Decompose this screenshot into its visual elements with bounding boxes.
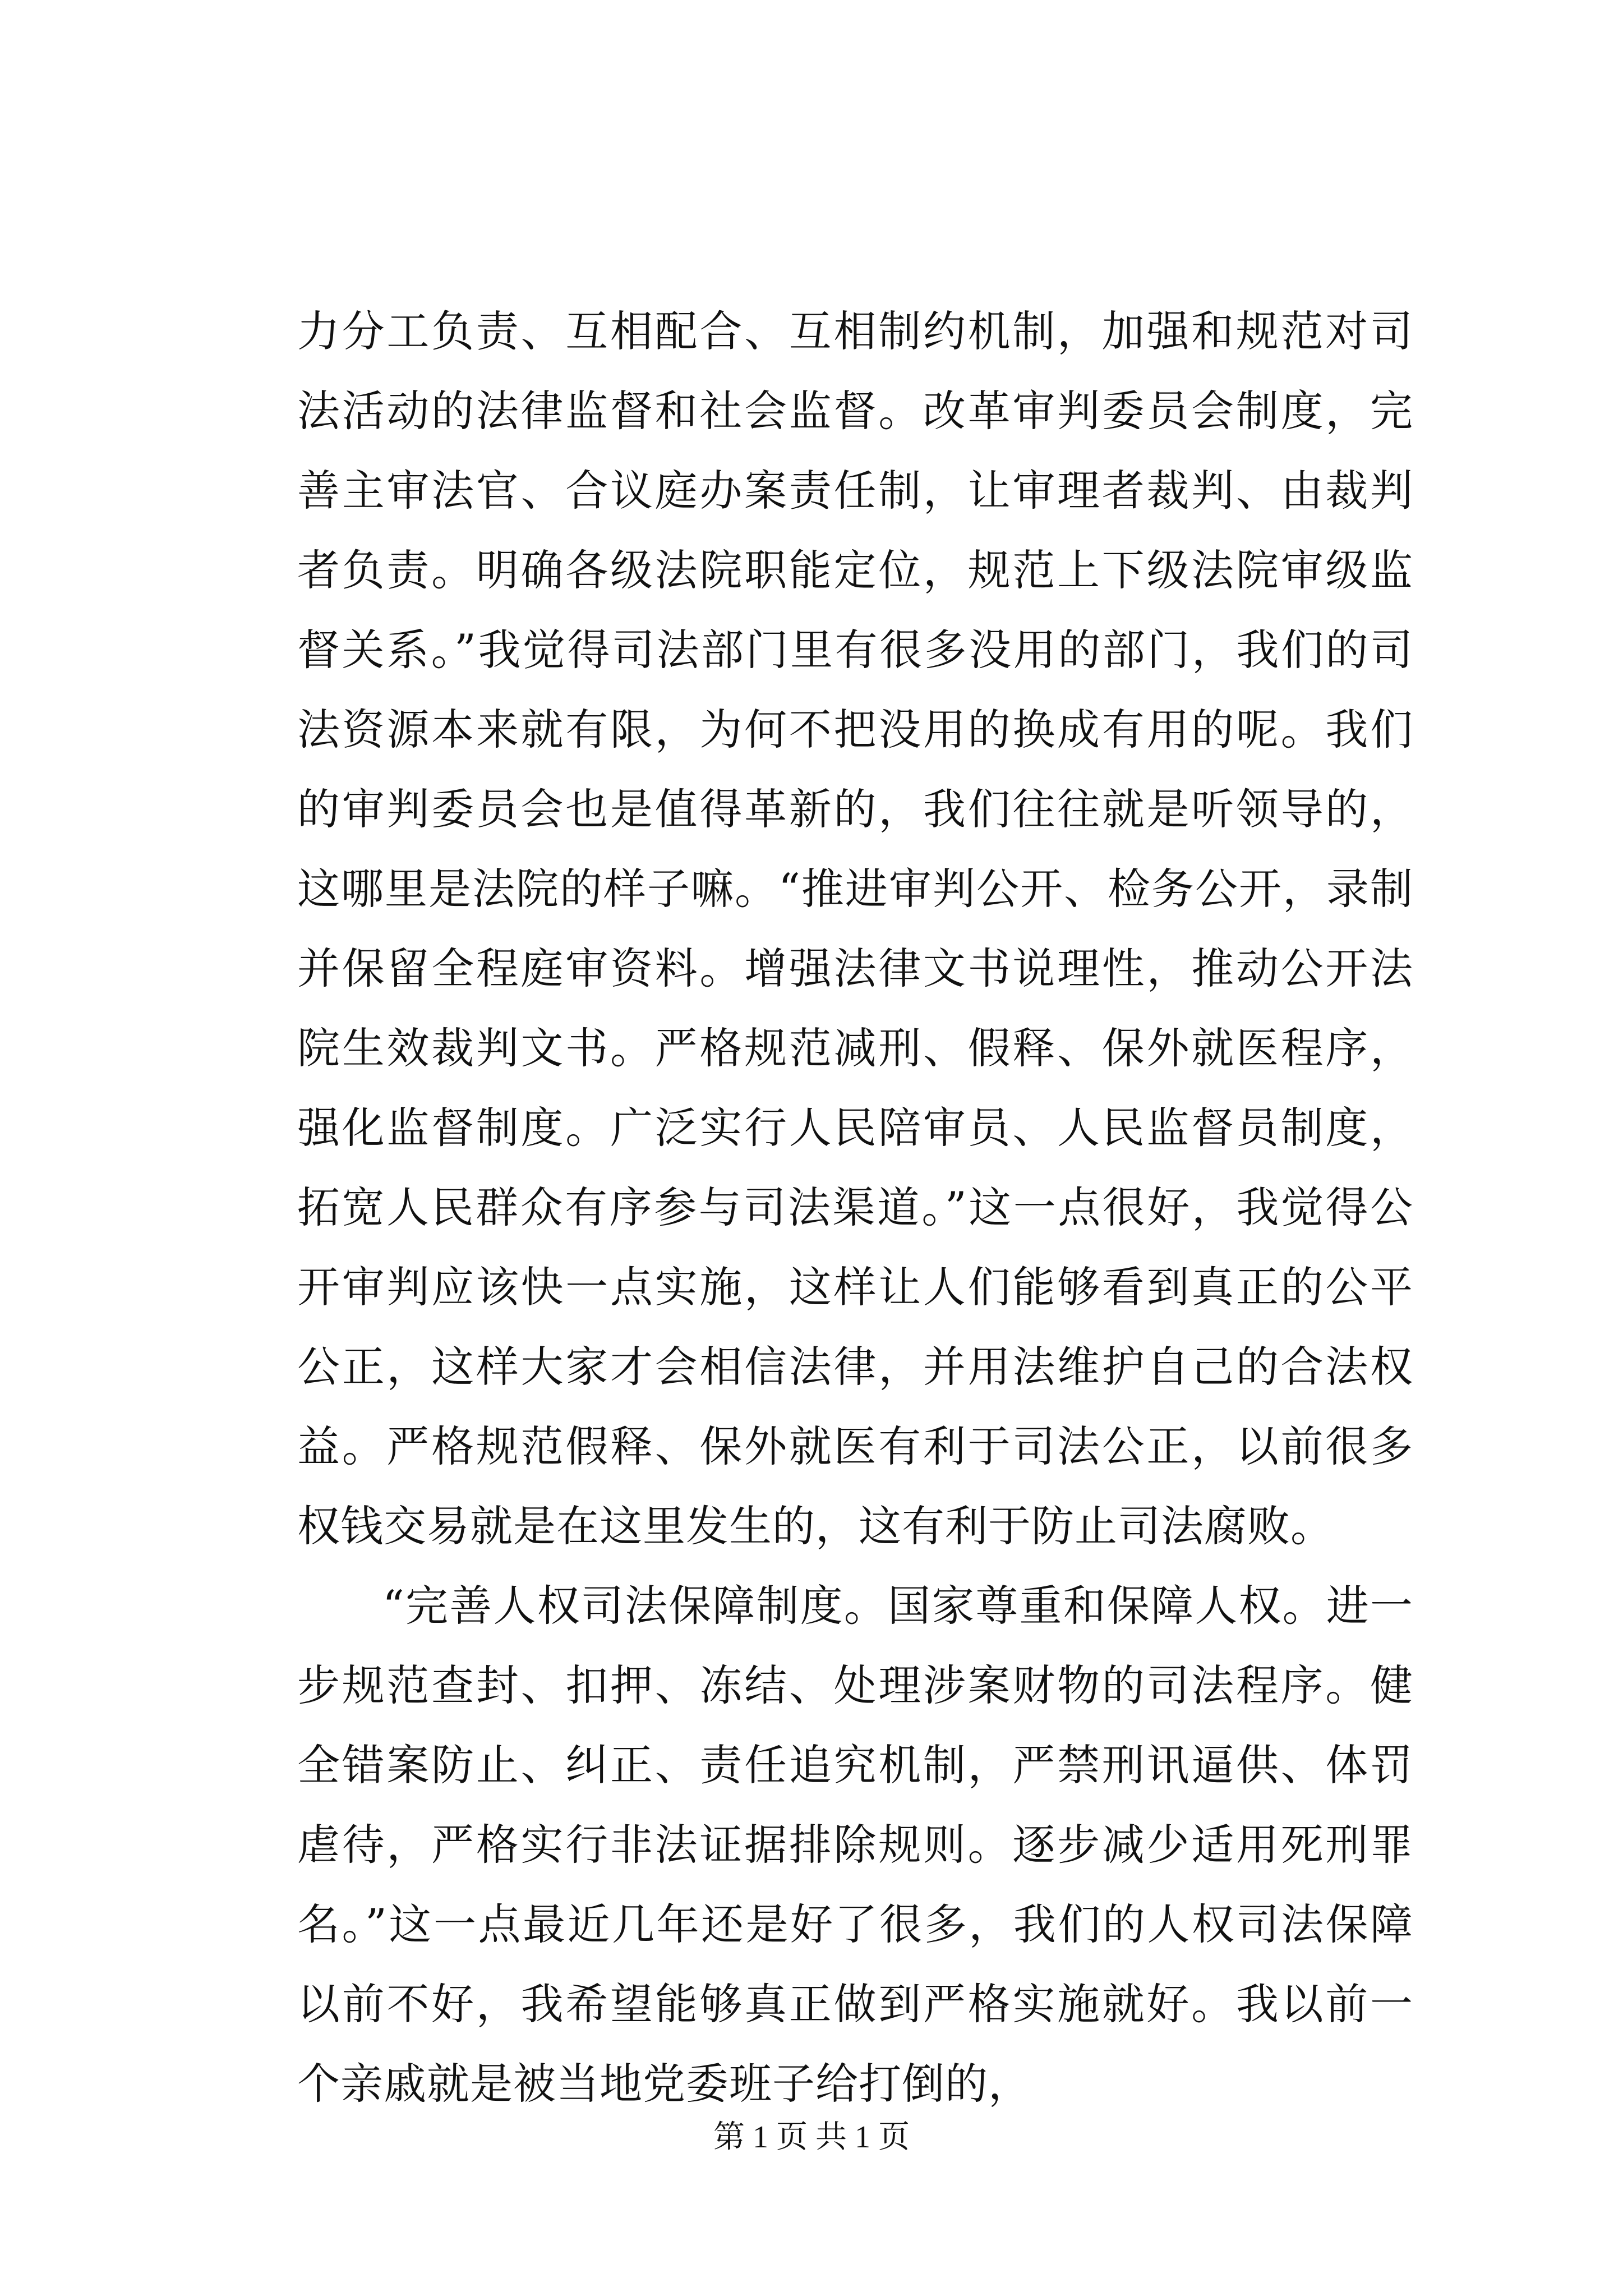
- document-body: [297, 292, 1413, 2124]
- paragraph-2: “完善人权司法保障制度。国家尊重和保障人权。进一步规范查封、扣押、冻结、处理涉案财物的司法程序。健全错案防止、纠正、责任追究机制，严禁刑讯逼供、体罚虐待，严格实行非法证据排除规则。逐步减少适用死刑罪名。”这一点最近几年还是好了很多，我们的人权司法保障以前不好，我希望能够真正做到严格实施就好。我以前一个亲戚就是被当地党委班子给打倒的，: [297, 1581, 1413, 2109]
- page-footer: 第 1 页 共 1 页: [713, 2120, 910, 2155]
- paragraph-1: 力分工负责、互相配合、互相制约机制，加强和规范对司法活动的法律监督和社会监督。改革审判委员会制度，完善主审法官、合议庭办案责任制，让审理者裁判、由裁判者负责。明确各级法院职能定位，规范上下级法院审级监督关系。”我觉得司法部门里有很多没用的部门，我们的司法资源本来就有限，为何不把没用的换成有用的呢。我们的审判委员会也是值得革新的，我们往往就是听领导的，这哪里是法院的样子嘛。“推进审判公开、检务公开，录制并保留全程庭审资料。增强法律文书说理性，推动公开法院生效裁判文书。严格规范减刑、假释、保外就医程序，强化监督制度。广泛实行人民陪审员、人民监督员制度，拓宽人民群众有序参与司法渠道。”这一点很好，我觉得公开审判应该快一点实施，这样让人们能够看到真正的公平公正，这样大家才会相信法律，并用法维护自己的合法权益。严格规范假释、保外就医有利于司法公正，以前很多权钱交易就是在这里发生的，这有利于防止司法腐败。: [297, 306, 1413, 1551]
